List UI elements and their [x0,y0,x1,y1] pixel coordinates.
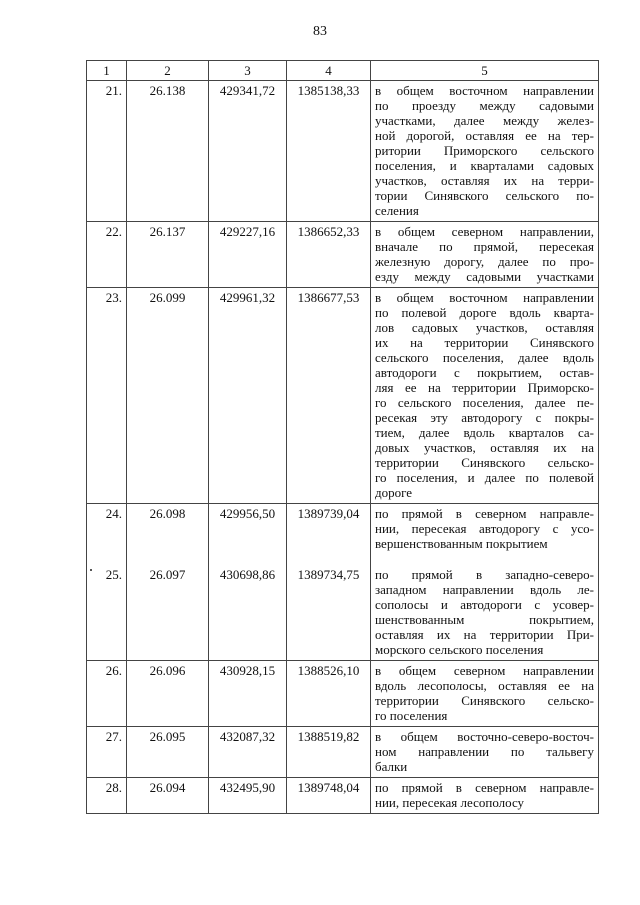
description-cell [371,288,599,504]
description-line: ном направлении по тальвегу [375,744,594,759]
header-cell-4: 4 [287,61,371,81]
table-row [87,504,599,562]
y-coordinate-cell: 1386677,53 [287,288,371,504]
description-line: го сельского поселения, далее пе- [375,395,594,410]
description-line: селения [375,203,419,218]
point-id-cell: 26.094 [127,778,209,814]
description-line: оставляя их на территории При- [375,627,594,642]
description-cell [371,504,599,562]
description-line: довых участков, оставляя их на [375,440,594,455]
point-id-cell: 26.097 [127,561,209,661]
description-line: сельского поселения, далее вдоль [375,350,594,365]
description-cell [371,727,599,778]
description-line: морского сельского поселения [375,642,544,657]
table-row [87,727,599,778]
point-id-cell: 26.095 [127,727,209,778]
description-line: в общем северном направлении, [375,224,594,239]
description-line: по прямой в северном направле- [375,506,594,521]
description-line: го поселения, и далее по полевой [375,470,594,485]
description-cell [371,222,599,288]
description-line: территории Синявского сельско- [375,693,594,708]
row-number-cell: 27. [87,727,127,778]
row-number-cell: 22. [87,222,127,288]
x-coordinate-cell: 430928,15 [209,661,287,727]
description-line: балки [375,759,408,774]
table-row [87,561,599,661]
row-number-cell: 25. [87,561,127,661]
description-line: тории Синявского сельского по- [375,188,594,203]
description-line: лов садовых участков, оставляя [375,320,594,335]
table-row [87,288,599,504]
y-coordinate-cell: 1389734,75 [287,561,371,661]
description-line: нии, пересекая лесополосу [375,795,525,810]
point-id-cell: 26.098 [127,504,209,562]
y-coordinate-cell: 1388526,10 [287,661,371,727]
description-line: ритории Приморского сельского [375,143,594,158]
description-cell [371,661,599,727]
description-line: в общем восточном направлении [375,83,594,98]
scan-mark [90,569,92,571]
description-line: го поселения [375,708,448,723]
point-id-cell: 26.138 [127,81,209,222]
table-row [87,222,599,288]
table-row [87,778,599,814]
y-coordinate-cell: 1388519,82 [287,727,371,778]
description-line: по полевой дороге вдоль кварта- [375,305,594,320]
row-number-cell: 24. [87,504,127,562]
description-line: участками, далее между желез- [375,113,594,128]
y-coordinate-cell: 1389748,04 [287,778,371,814]
x-coordinate-cell: 432087,32 [209,727,287,778]
x-coordinate-cell: 429961,32 [209,288,287,504]
point-id-cell: 26.096 [127,661,209,727]
table-row [87,81,599,222]
boundary-table [86,60,599,814]
point-id-cell: 26.099 [127,288,209,504]
description-line: в общем восточно-северо-восточ- [375,729,594,744]
description-line: ной дорогой, оставляя ее на тер- [375,128,594,143]
table-header-row [87,61,599,81]
description-line: железную дорогу, далее по про- [375,254,594,269]
header-cell-5: 5 [371,61,599,81]
y-coordinate-cell: 1386652,33 [287,222,371,288]
description-line: автодороги с покрытием, остав- [375,365,594,380]
header-cell-3: 3 [209,61,287,81]
description-line: нии, пересекая автодорогу с усо- [375,521,594,536]
x-coordinate-cell: 429227,16 [209,222,287,288]
description-line: их на территории Синявского [375,335,594,350]
row-number-cell: 21. [87,81,127,222]
description-line: вершенствованным покрытием [375,536,548,551]
description-cell [371,81,599,222]
description-line: по прямой в западно-северо- [375,567,594,582]
description-line: поселения, и кварталами садовых [375,158,594,173]
x-coordinate-cell: 432495,90 [209,778,287,814]
description-line: сополосы и автодороги с усовер- [375,597,594,612]
x-coordinate-cell: 429341,72 [209,81,287,222]
description-cell [371,561,599,661]
page-number: 83 [313,24,327,39]
header-cell-1: 1 [87,61,127,81]
description-line: шенствованным покрытием, [375,612,594,627]
y-coordinate-cell: 1389739,04 [287,504,371,562]
description-line: по прямой в северном направле- [375,780,594,795]
description-line: по проезду между садовыми [375,98,594,113]
header-cell-2: 2 [127,61,209,81]
point-id-cell: 26.137 [127,222,209,288]
description-line: ляя ее на территории Приморско- [375,380,594,395]
description-line: вначале по прямой, пересекая [375,239,594,254]
description-cell [371,778,599,814]
x-coordinate-cell: 429956,50 [209,504,287,562]
row-number-cell: 23. [87,288,127,504]
description-line: ресекая эту автодорогу с покры- [375,410,594,425]
y-coordinate-cell: 1385138,33 [287,81,371,222]
description-line: езду между садовыми участками [375,269,594,284]
description-line: дороге [375,485,413,500]
description-line: тием, далее вдоль кварталов са- [375,425,594,440]
description-line: участков, оставляя их на терри- [375,173,594,188]
description-line: территории Синявского сельско- [375,455,594,470]
description-line: в общем северном направлении [375,663,594,678]
description-line: западном направлении вдоль ле- [375,582,594,597]
description-line: вдоль лесополосы, оставляя ее на [375,678,594,693]
x-coordinate-cell: 430698,86 [209,561,287,661]
table-row [87,661,599,727]
row-number-cell: 28. [87,778,127,814]
description-line: в общем восточном направлении [375,290,594,305]
row-number-cell: 26. [87,661,127,727]
